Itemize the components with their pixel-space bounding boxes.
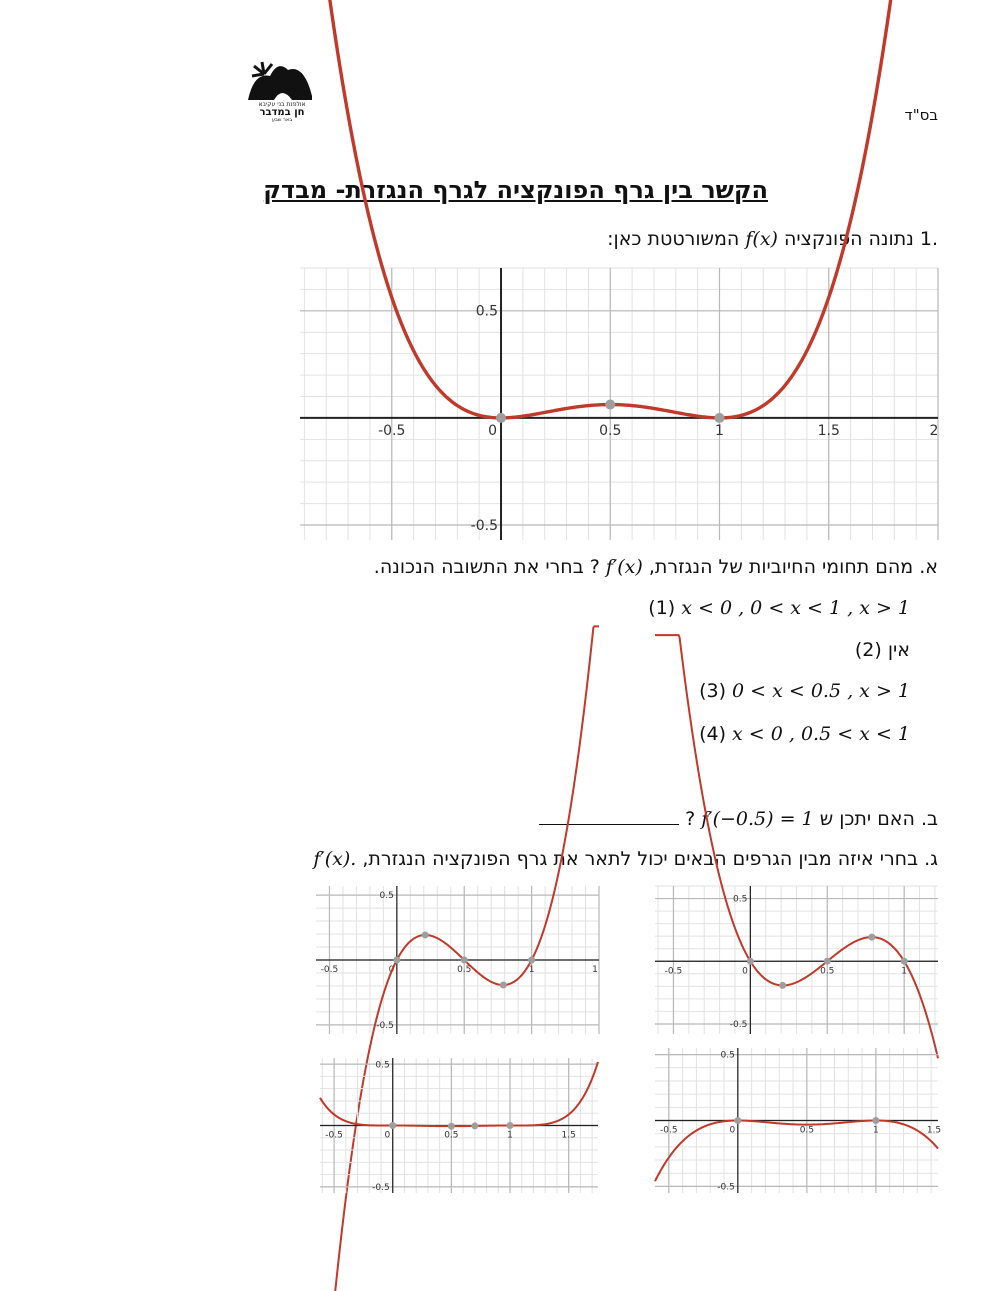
q1-func: f(x) [745, 228, 778, 250]
marked-point [500, 981, 507, 988]
x-tick-label: 0.5 [457, 965, 472, 975]
marked-point [901, 958, 908, 965]
x-tick-label: 0.5 [599, 422, 622, 439]
y-tick-label: -0.5 [729, 1020, 748, 1031]
function-curve [300, 0, 938, 418]
qb-prefix: ב. האם יתכן ש [819, 808, 938, 830]
question-1 [607, 228, 938, 250]
option-3[interactable] [668, 680, 938, 702]
x-tick-label: -0.5 [664, 966, 683, 977]
x-tick-label: 1 [901, 966, 908, 977]
option-4[interactable] [668, 723, 938, 745]
option-3-text: 0 < x < 0.5 , x > 1 [732, 680, 910, 702]
x-tick-label: 1 [507, 1130, 513, 1141]
x-tick-label: 0.5 [444, 1130, 459, 1141]
marked-point [747, 958, 754, 965]
x-tick-label: -0.5 [325, 1130, 343, 1141]
y-tick-label: -0.5 [717, 1182, 735, 1193]
qb-expr: f′(−0.5) = 1 [701, 808, 814, 830]
question-a [374, 556, 938, 578]
y-tick-label: 0.5 [379, 891, 394, 902]
main-function-graph [300, 268, 938, 540]
x-tick-label: 1.5 [817, 422, 840, 439]
graph-option-top-left[interactable] [316, 886, 599, 1034]
x-tick-label: -0.5 [378, 422, 406, 439]
marked-point [448, 1123, 455, 1130]
qa-prefix: א. מהם תחומי החיוביות של הנגזרת, [648, 556, 938, 578]
y-tick-label: -0.5 [372, 1183, 390, 1194]
y-tick-label: -0.5 [470, 517, 499, 534]
option-1[interactable] [617, 597, 938, 619]
y-tick-label: 0.5 [720, 1050, 735, 1061]
marked-point [422, 932, 429, 939]
x-tick-label: 0 [742, 966, 748, 977]
marked-point [779, 982, 786, 989]
x-tick-label: 0 [388, 965, 395, 975]
y-tick-label: 0.5 [375, 1060, 390, 1071]
question-c [313, 848, 938, 870]
school-logo [244, 56, 320, 122]
qa-func: f′(x) [605, 556, 643, 578]
marked-point [507, 1122, 514, 1129]
x-tick-label: 0 [488, 422, 498, 439]
logo-line2: חן במדבר [259, 107, 305, 118]
function-curve [655, 1121, 938, 1182]
marked-point [734, 1117, 741, 1124]
logo-line3: באר שבע [271, 117, 293, 123]
marked-point [528, 957, 535, 964]
marked-point [824, 958, 831, 965]
qb-suffix: ? [685, 808, 696, 830]
marked-point [471, 1122, 478, 1129]
bsd-header: בס"ד [904, 106, 938, 124]
marked-point [461, 957, 468, 964]
option-1-text: x < 0 , 0 < x < 1 , x > 1 [681, 597, 910, 619]
qa-suffix: ? בחרי את התשובה הנכונה. [373, 556, 600, 578]
marked-point [496, 413, 506, 423]
q1-text-before: נתונה הפונקציה [784, 228, 914, 250]
option-2[interactable] [824, 639, 938, 661]
logo-line1: אולפנת בני עקיבא [258, 101, 306, 108]
x-tick-label: 1.5 [561, 1130, 576, 1141]
x-tick-label: 1 [715, 422, 724, 439]
graph-option-bottom-right[interactable] [655, 1048, 942, 1193]
question-b [529, 806, 938, 830]
marked-point [868, 934, 875, 941]
qc-func: f′(x). [313, 848, 357, 870]
x-tick-label: 2 [929, 422, 939, 439]
graph-option-bottom-left[interactable] [320, 1058, 598, 1193]
x-tick-label: 0.5 [799, 1125, 815, 1136]
x-tick-label: 1 [592, 965, 598, 975]
qc-prefix: ג. בחרי איזה מבין הגרפים הבאים יכול לתאר את גרף הפונקציה הנגזרת, [362, 848, 938, 870]
q1-number: .1 [919, 228, 938, 250]
x-tick-label: 0 [384, 1130, 391, 1141]
q1-text-after: המשורטטת כאן: [607, 228, 740, 250]
option-3-number: (3) [699, 680, 726, 702]
answer-blank[interactable] [539, 806, 679, 825]
option-2-text: אין [887, 639, 910, 661]
option-1-number: (1) [648, 597, 676, 619]
marked-point [393, 957, 400, 964]
y-tick-label: -0.5 [376, 1021, 394, 1032]
y-tick-label: 0.5 [475, 303, 499, 320]
page-title: הקשר בין גרף הפונקציה לגרף הנגזרת- מבדק [263, 176, 768, 204]
x-tick-label: -0.5 [320, 965, 339, 975]
x-tick-label: 1.5 [926, 1125, 942, 1136]
function-curve [320, 1062, 598, 1126]
marked-point [389, 1122, 396, 1129]
option-4-number: (4) [699, 723, 726, 745]
y-tick-label: 0.5 [733, 894, 748, 905]
marked-point [715, 413, 725, 423]
x-tick-label: 1 [528, 965, 535, 975]
option-4-text: x < 0 , 0.5 < x < 1 [732, 723, 910, 745]
marked-point [605, 400, 615, 410]
x-tick-label: 0.5 [820, 966, 835, 977]
marked-point [872, 1117, 879, 1124]
option-2-number: (2) [854, 639, 882, 661]
x-tick-label: -0.5 [660, 1125, 678, 1136]
x-tick-label: 0 [729, 1125, 736, 1136]
x-tick-label: 1 [873, 1125, 879, 1136]
graph-option-top-right[interactable] [655, 886, 938, 1034]
